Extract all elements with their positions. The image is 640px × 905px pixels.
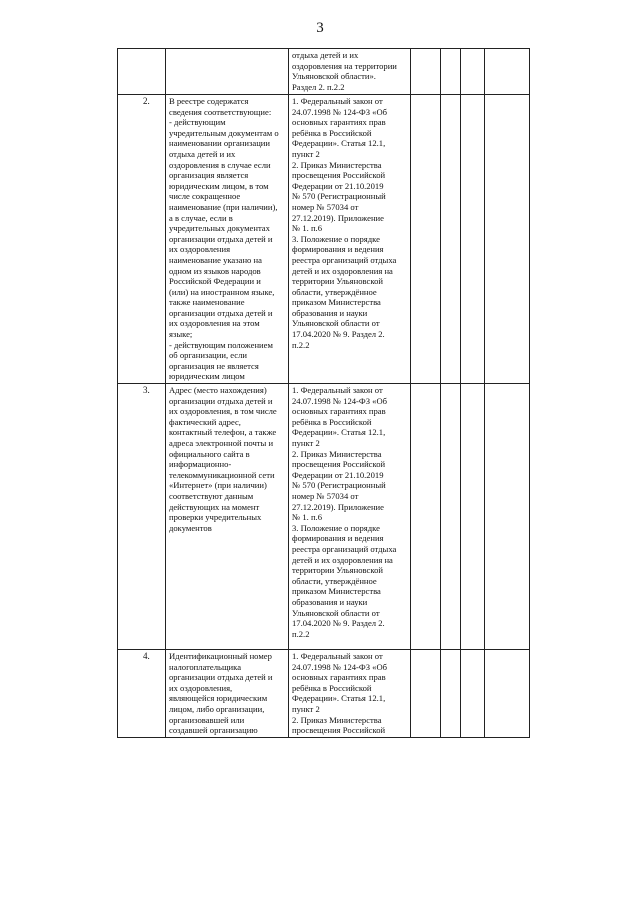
legal-basis-line: 1. Федеральный закон от (292, 651, 383, 662)
criterion-line: В реестре содержатся (169, 96, 249, 106)
empty-check-cell (411, 95, 441, 384)
legal-basis-line: 24.07.1998 № 124-ФЗ «Об (292, 395, 388, 406)
legal-basis-line: ребёнка в Российской (292, 682, 372, 693)
empty-check-cell (485, 95, 530, 384)
criterion-line: организации отдыха детей и (169, 233, 273, 244)
criterion-line: являющейся юридическим (169, 693, 268, 704)
criterion-line: официального сайта в (169, 448, 250, 459)
criterion-line: наименование (при наличии), (169, 201, 278, 212)
legal-basis-cell (289, 384, 411, 650)
criterion-line: создавшей организацию (169, 725, 258, 736)
criterion-line: наименование указано на (169, 254, 262, 265)
legal-basis-line: Федерации от 21.10.2019 (292, 180, 384, 191)
criterion-line: организации отдыха детей и (169, 672, 273, 683)
criterion-line: «Интернет» (при наличии) (169, 480, 267, 491)
table-row (118, 49, 530, 95)
criterion-cell (166, 650, 289, 738)
criterion-line: налогоплательщика (169, 661, 242, 672)
criterion-line: - действующим (169, 117, 226, 128)
legal-basis-line: основных гарантиях прав (292, 117, 386, 128)
criterion-line: - действующим положением (169, 339, 273, 350)
table-row (118, 384, 530, 650)
criterion-line: отдыха детей и их (169, 148, 236, 159)
criterion-line: Российской Федерации и (169, 276, 261, 287)
legal-basis-line: 24.07.1998 № 124-ФЗ «Об (292, 661, 388, 672)
legal-basis-line: Ульяновской области». (292, 71, 376, 82)
criterion-line: сведения соответствующие: (169, 106, 272, 117)
criterion-cell (166, 384, 289, 650)
legal-basis-line: п.2.2 (292, 628, 310, 639)
legal-basis-line: Федерации». Статья 12.1, (292, 693, 386, 704)
legal-basis-line: 17.04.2020 № 9. Раздел 2. (292, 329, 385, 340)
legal-basis-line: просвещения Российской (292, 170, 386, 181)
empty-check-cell (411, 650, 441, 738)
criterion-line: одном из языков народов (169, 265, 261, 276)
criterion-line: также наименование (169, 297, 245, 308)
legal-basis-line: номер № 57034 от (292, 201, 359, 212)
legal-basis-line: приказом Министерства (292, 297, 381, 308)
legal-basis-line: образования и науки (292, 307, 368, 318)
empty-check-cell (441, 384, 461, 650)
criterion-line: контактный телефон, а также (169, 427, 277, 438)
legal-basis-line: номер № 57034 от (292, 490, 359, 501)
empty-check-cell (485, 650, 530, 738)
criterion-cell (166, 49, 289, 95)
legal-basis-line: пункт 2 (292, 438, 320, 448)
table-row (118, 95, 530, 384)
criterion-line: (или) на иностранном языке, (169, 286, 275, 297)
legal-basis-line: № 570 (Регистрационный (292, 480, 386, 491)
empty-check-cell (441, 650, 461, 738)
legal-basis-line: 24.07.1998 № 124-ФЗ «Об (292, 106, 388, 117)
criterion-line: документов (169, 522, 212, 533)
criterion-line: их оздоровления на этом (169, 318, 260, 329)
criterion-line: Адрес (место нахождения) (169, 385, 267, 396)
legal-basis-line: детей и их оздоровления на (292, 554, 393, 565)
criterion-line: оздоровления в случае если (169, 159, 271, 170)
criterion-line: языке; (169, 329, 193, 340)
legal-basis-cell (289, 95, 411, 384)
empty-check-cell (461, 95, 485, 384)
page-number: 3 (316, 20, 324, 36)
criterion-line: об организации, если (169, 350, 247, 361)
legal-basis-line: 2. Приказ Министерства (292, 448, 382, 459)
legal-basis-line: детей и их оздоровления на (292, 265, 393, 276)
empty-check-cell (485, 384, 530, 650)
empty-check-cell (411, 49, 441, 95)
legal-basis-line: 2. Приказ Министерства (292, 714, 382, 725)
criterion-line: действующих на момент (169, 501, 260, 512)
criterion-line: учредительным документам о (169, 127, 279, 138)
legal-basis-line: 17.04.2020 № 9. Раздел 2. (292, 618, 385, 629)
legal-basis-line: 3. Положение о порядке (292, 522, 380, 533)
empty-check-cell (441, 49, 461, 95)
legal-basis-line: ребёнка в Российской (292, 127, 372, 138)
criterion-line: организация является (169, 170, 249, 181)
legal-basis-line: оздоровления на территории (292, 60, 397, 71)
criterion-line: телекоммуникационной сети (169, 469, 275, 480)
legal-basis-line: пункт 2 (292, 148, 320, 159)
row-number-cell: 2. (118, 95, 166, 384)
empty-check-cell (411, 384, 441, 650)
legal-basis-line: области, утверждённое (292, 575, 377, 586)
criterion-line: лицом, либо организации, (169, 704, 265, 714)
legal-basis-line: № 570 (Регистрационный (292, 191, 386, 202)
legal-basis-line: № 1. п.6 (292, 512, 322, 523)
legal-basis-line: № 1. п.6 (292, 223, 322, 234)
table-row (118, 650, 530, 738)
legal-basis-cell (289, 49, 411, 95)
criterion-line: Идентификационный номер (169, 651, 272, 662)
legal-basis-line: отдыха детей и их (292, 50, 359, 60)
criterion-line: организовавшей или (169, 714, 245, 725)
requirements-table (117, 48, 530, 738)
criterion-line: юридическим лицом (169, 371, 245, 382)
legal-basis-line: основных гарантиях прав (292, 672, 386, 683)
criterion-line: числе сокращенное (169, 191, 241, 202)
criterion-line: учредительных документах (169, 223, 270, 234)
criterion-line: их оздоровления (169, 244, 231, 255)
legal-basis-line: Федерации». Статья 12.1, (292, 427, 386, 438)
criterion-line: проверки учредительных (169, 512, 262, 523)
legal-basis-line: Федерации». Статья 12.1, (292, 138, 386, 149)
criterion-line: их оздоровления, в том числе (169, 406, 277, 417)
legal-basis-line: пункт 2 (292, 704, 320, 714)
legal-basis-line: Ульяновской области от (292, 318, 380, 329)
legal-basis-line: Раздел 2. п.2.2 (292, 81, 345, 92)
criterion-line: организации отдыха детей и (169, 395, 273, 406)
legal-basis-line: 2. Приказ Министерства (292, 159, 382, 170)
legal-basis-line: образования и науки (292, 596, 368, 607)
row-number-cell: 4. (118, 650, 166, 738)
empty-check-cell (461, 650, 485, 738)
criterion-line: наименовании организации (169, 138, 271, 149)
empty-check-cell (441, 95, 461, 384)
legal-basis-line: просвещения Российской (292, 725, 386, 736)
empty-check-cell (461, 49, 485, 95)
criterion-line: адреса электронной почты и (169, 438, 274, 448)
legal-basis-line: просвещения Российской (292, 459, 386, 470)
criterion-line: фактический адрес, (169, 416, 241, 427)
legal-basis-line: основных гарантиях прав (292, 406, 386, 417)
legal-basis-line: реестра организаций отдыха (292, 543, 397, 554)
legal-basis-line: 27.12.2019). Приложение (292, 501, 384, 512)
legal-basis-line: приказом Министерства (292, 586, 381, 597)
legal-basis-line: 1. Федеральный закон от (292, 96, 383, 106)
empty-check-cell (485, 49, 530, 95)
legal-basis-line: территории Ульяновской (292, 276, 383, 287)
criterion-line: а в случае, если в (169, 212, 233, 223)
legal-basis-line: территории Ульяновской (292, 565, 383, 576)
row-number-cell: 3. (118, 384, 166, 650)
legal-basis-line: реестра организаций отдыха (292, 254, 397, 265)
empty-check-cell (461, 384, 485, 650)
criterion-line: организации отдыха детей и (169, 307, 273, 318)
legal-basis-line: области, утверждённое (292, 286, 377, 297)
legal-basis-line: 1. Федеральный закон от (292, 385, 383, 396)
legal-basis-line: Федерации от 21.10.2019 (292, 469, 384, 480)
legal-basis-cell (289, 650, 411, 738)
criterion-line: юридическим лицом, в том (169, 180, 269, 191)
legal-basis-line: 3. Положение о порядке (292, 233, 380, 244)
legal-basis-line: формирования и ведения (292, 244, 384, 255)
criterion-cell (166, 95, 289, 384)
criterion-line: информационно- (169, 459, 232, 470)
criterion-line: их оздоровления, (169, 682, 233, 693)
criterion-line: соответствуют данным (169, 490, 254, 501)
criterion-line: организация не является (169, 360, 259, 371)
legal-basis-line: ребёнка в Российской (292, 416, 372, 427)
legal-basis-line: п.2.2 (292, 339, 310, 350)
legal-basis-line: формирования и ведения (292, 533, 384, 544)
row-number-cell (118, 49, 166, 95)
legal-basis-line: 27.12.2019). Приложение (292, 212, 384, 223)
legal-basis-line: Ульяновской области от (292, 607, 380, 618)
